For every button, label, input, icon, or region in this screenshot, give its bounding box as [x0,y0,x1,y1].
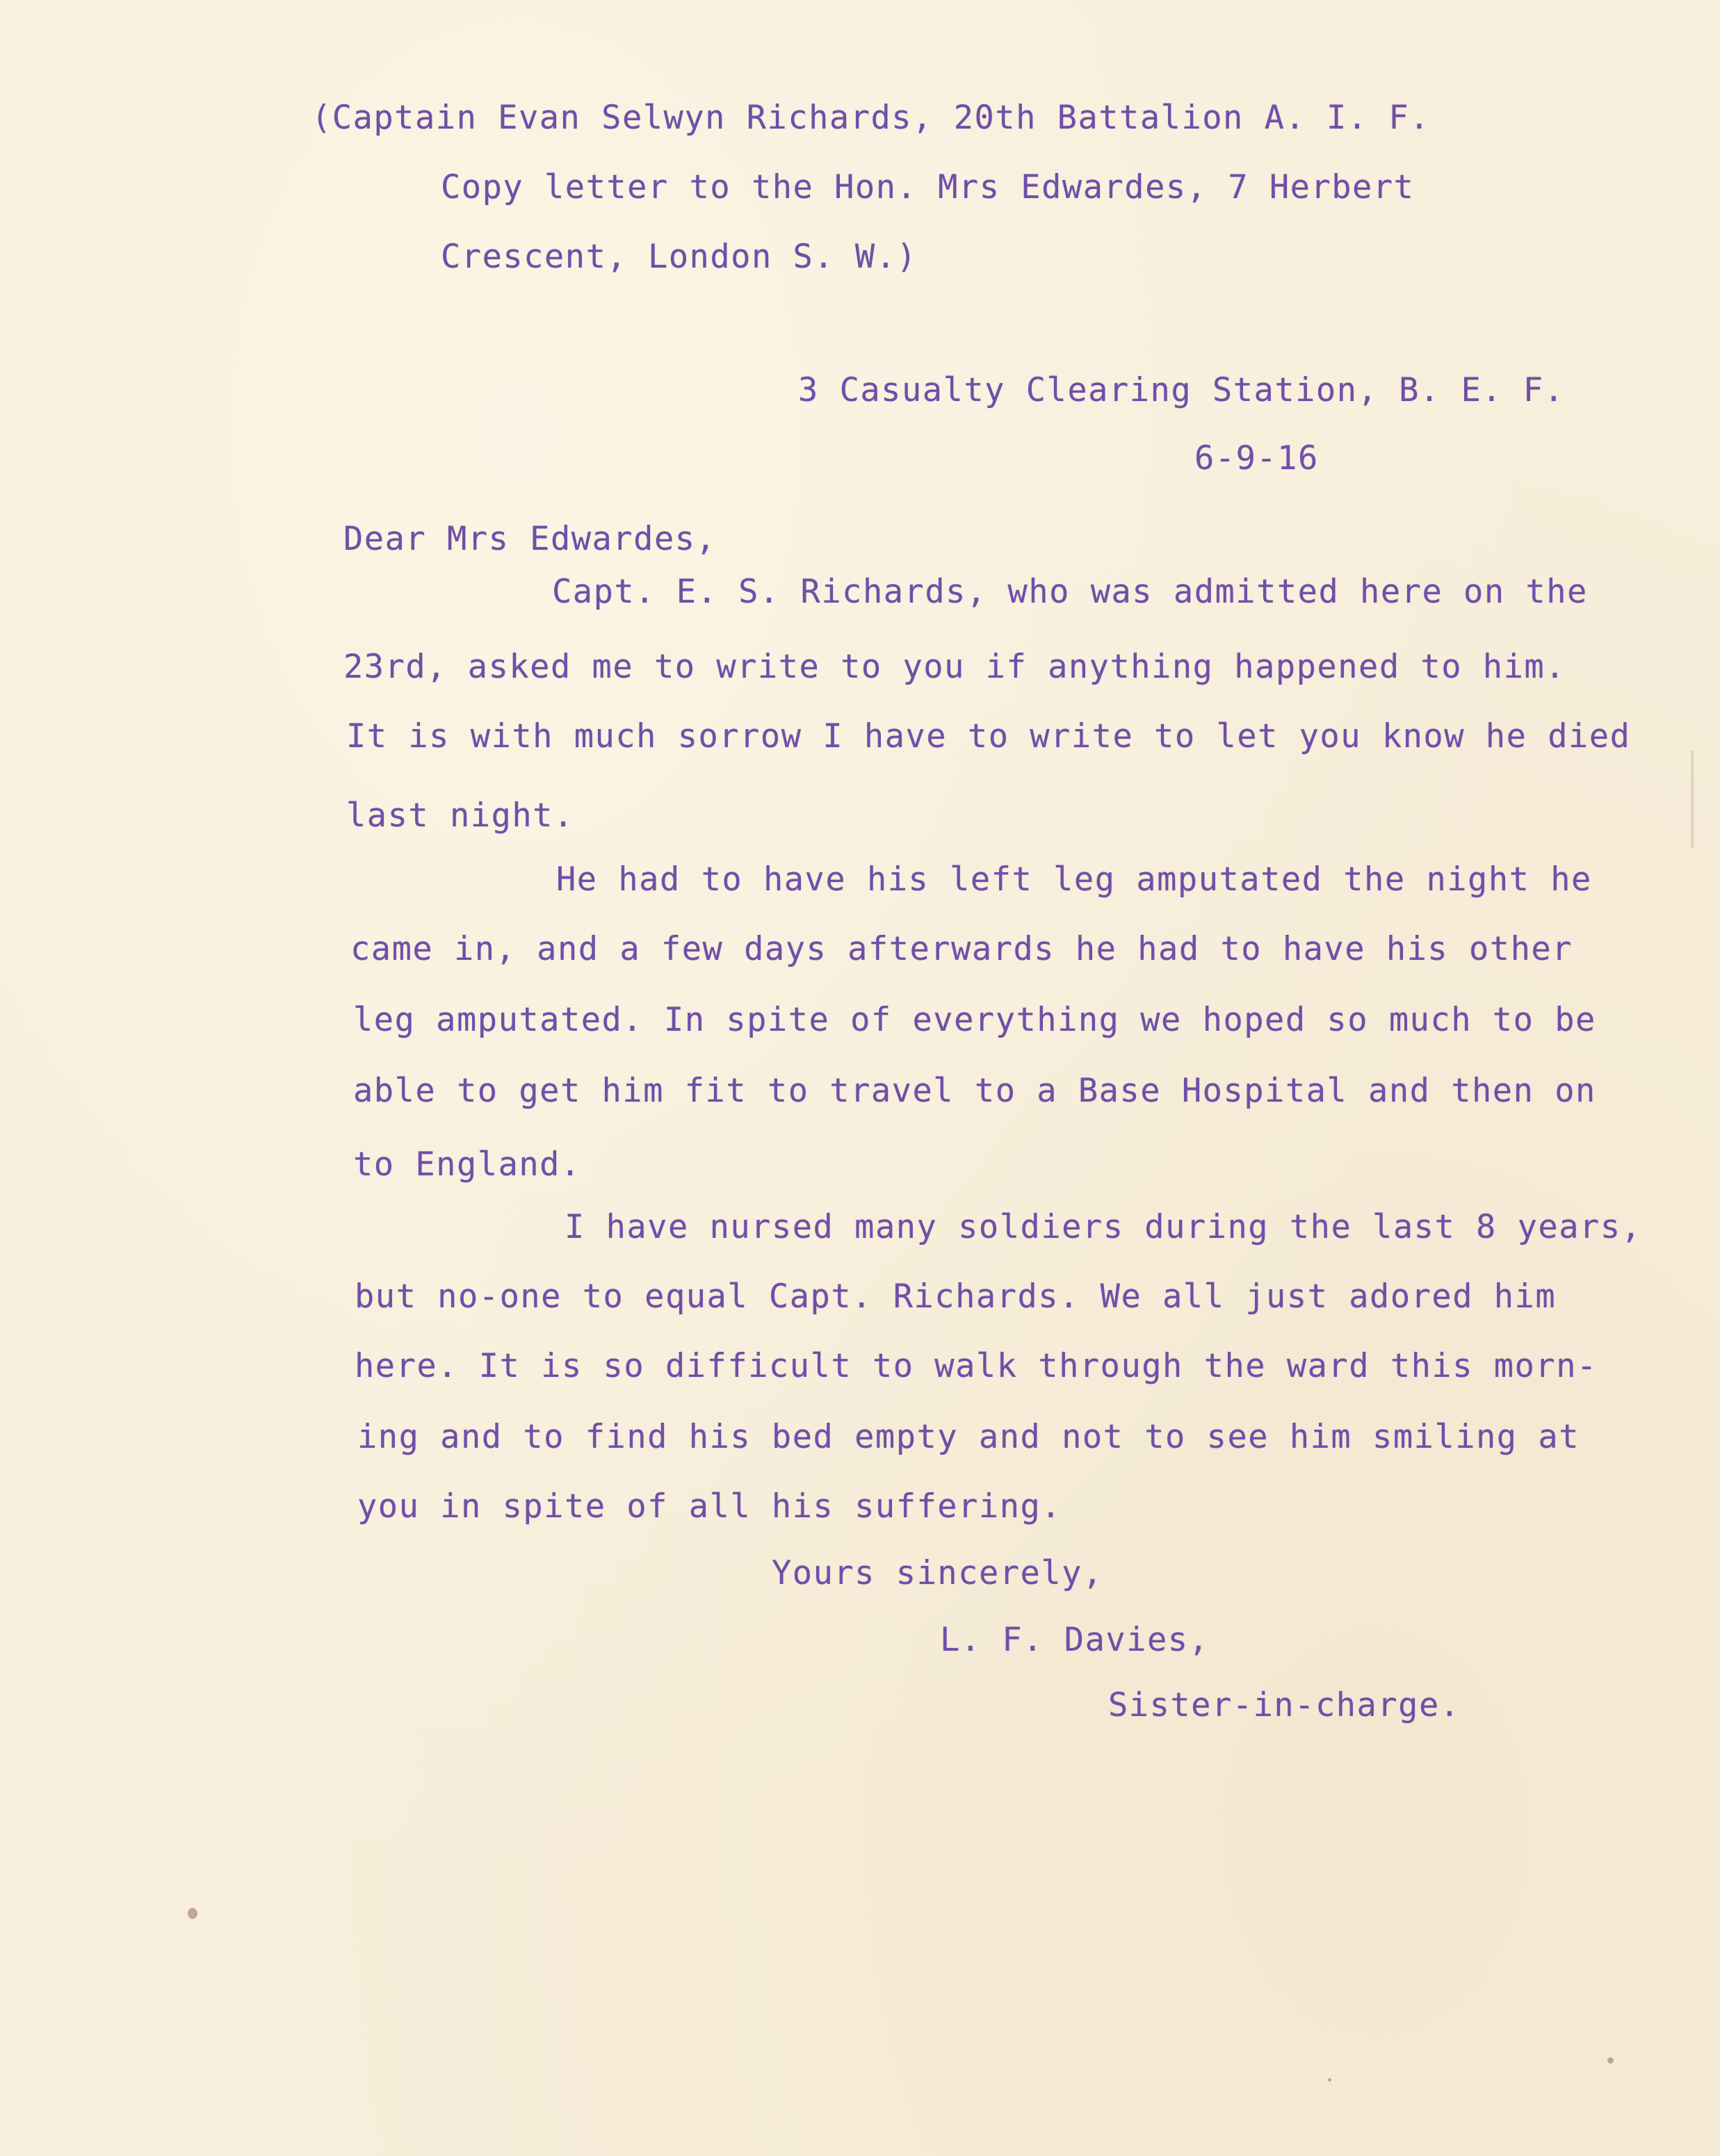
paragraph-1-line-1: Capt. E. S. Richards, who was admitted here on the [552,573,1588,611]
paragraph-1-line-2: 23rd, asked me to write to you if anything happened to him. [343,648,1566,686]
paragraph-3-line-3: here. It is so difficult to walk through the ward this morn- [355,1347,1598,1385]
paragraph-2-line-1: He had to have his left leg amputated the night he [556,860,1592,899]
paragraph-3-line-2: but no-one to equal Capt. Richards. We all just adored him [355,1277,1557,1316]
sender-address: 3 Casualty Clearing Station, B. E. F. [798,371,1565,409]
paragraph-1-line-3: It is with much sorrow I have to write to let you know he died [346,717,1631,756]
header-line-3: Crescent, London S. W.) [441,238,918,276]
salutation: Dear Mrs Edwardes, [343,520,717,558]
paragraph-3-line-4: ing and to find his bed empty and not to see him smiling at [357,1418,1580,1456]
paper-fold-mark [1691,751,1694,848]
paper-speck [188,1908,197,1919]
valediction: Yours sincerely, [772,1554,1103,1592]
paper-speck [1328,2078,1331,2082]
paragraph-2-line-3: leg amputated. In spite of everything we hoped so much to be [353,1001,1596,1039]
paragraph-2-line-5: to England. [353,1145,581,1184]
header-line-1: (Captain Evan Selwyn Richards, 20th Battalion A. I. F. [311,99,1431,137]
letter-date: 6-9-16 [1194,439,1319,477]
signature: L. F. Davies, [940,1621,1210,1659]
paragraph-2-line-2: came in, and a few days afterwards he had to have his other [350,930,1573,968]
paragraph-2-line-4: able to get him fit to travel to a Base Hospital and then on [353,1072,1596,1110]
paragraph-3-line-5: you in spite of all his suffering. [357,1487,1062,1526]
paragraph-3-line-1: I have nursed many soldiers during the last 8 years, [565,1208,1642,1246]
signatory-title: Sister-in-charge. [1108,1686,1461,1724]
paper-speck [1607,2057,1614,2064]
paragraph-1-line-4: last night. [346,797,574,835]
header-line-2: Copy letter to the Hon. Mrs Edwardes, 7 Herbert [441,168,1415,206]
